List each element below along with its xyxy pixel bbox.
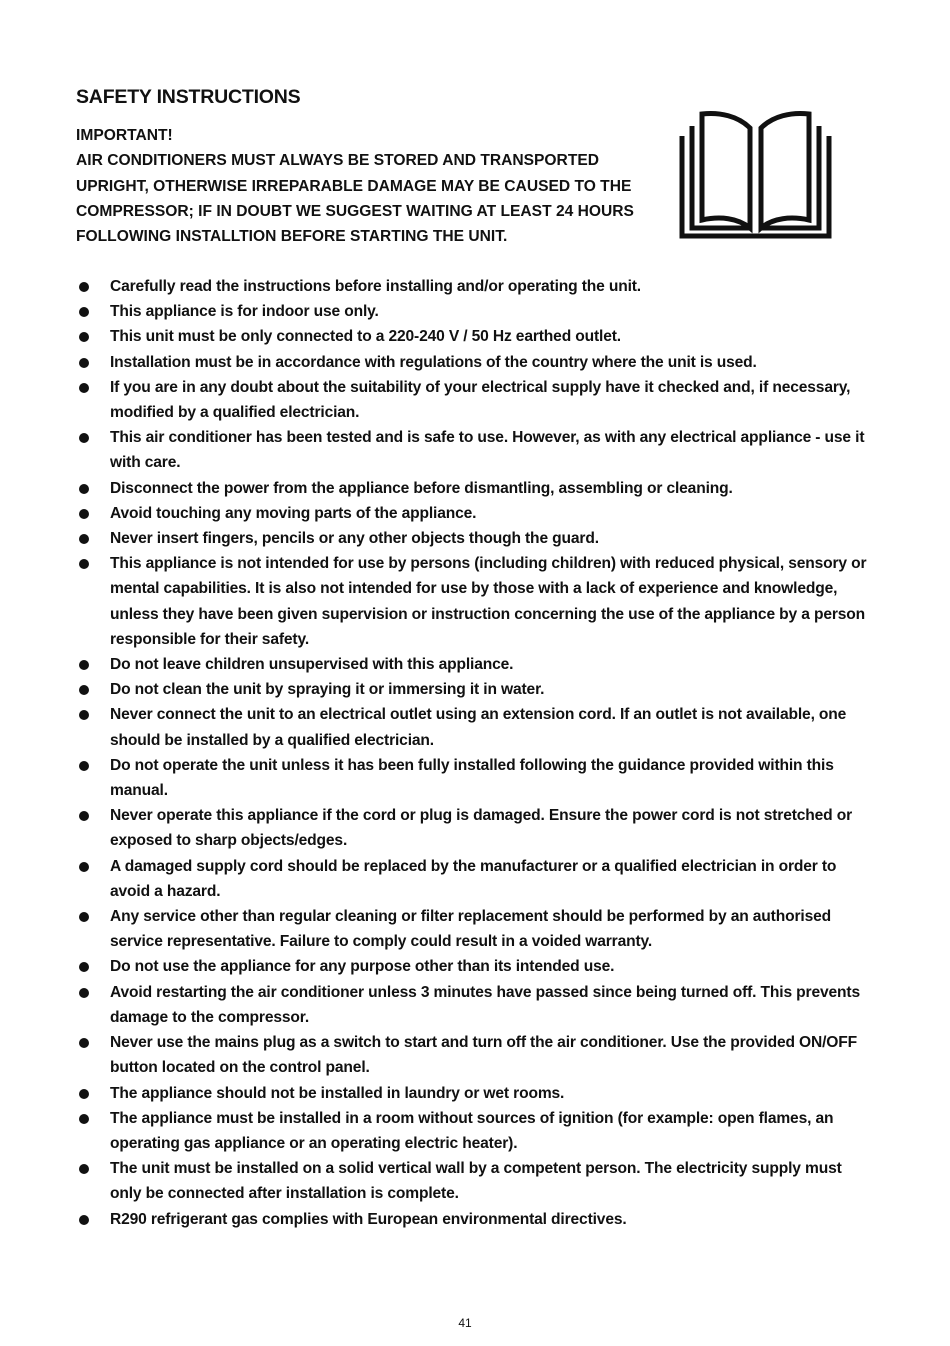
list-item-text: The appliance should not be installed in laundry or wet rooms. — [110, 1084, 565, 1102]
list-item-text: If you are in any doubt about the suitability of your electrical supply have it checked and, if necessary, modified by a qualified electrician. — [110, 378, 851, 422]
page-number: 41 — [458, 1316, 472, 1330]
list-item — [76, 702, 876, 752]
bullet-icon — [79, 862, 89, 872]
list-item-text: Carefully read the instructions before installing and/or operating the unit. — [110, 278, 641, 295]
bullet-icon — [79, 962, 89, 972]
bullet-icon — [79, 383, 89, 393]
bullet-icon — [79, 534, 89, 544]
list-item — [76, 476, 876, 501]
list-item-text: This air conditioner has been tested and is safe to use. However, as with any electrical appliance - use it with care. — [110, 429, 865, 472]
list-item-text: This appliance is not intended for use by persons (including children) with reduced physical, sensory or mental capabilities. It is also not intended for use by those with a lack of experience and knowledge, unless they have been given supervision or instruction concerning the use of the appliance by a person responsible for their safety. — [110, 555, 867, 648]
list-item-text: Never insert fingers, pencils or any other objects though the guard. — [110, 530, 599, 548]
list-item — [76, 1106, 876, 1156]
bullet-icon — [79, 685, 89, 695]
bullet-icon — [79, 660, 89, 670]
bullet-icon — [79, 988, 89, 998]
list-item — [76, 980, 876, 1030]
open-book-icon — [678, 108, 833, 240]
list-item-text: R290 refrigerant gas complies with European environmental directives. — [110, 1210, 627, 1228]
list-item — [76, 677, 876, 702]
important-label: IMPORTANT! — [76, 127, 173, 144]
list-item-text: Do not leave children unsupervised with this appliance. — [110, 656, 514, 674]
bullet-icon — [79, 1089, 89, 1099]
bullet-icon — [79, 912, 89, 922]
important-text: AIR CONDITIONERS MUST ALWAYS BE STORED AND TRANSPORTED UPRIGHT, OTHERWISE IRREPARABLE DAMAGE MAY BE CAUSED TO THE COMPRESSOR; IF IN DOUBT WE SUGGEST WAITING AT LEAST 24 HOURS FOLLOWING INSTALLTION BEFORE STARTING THE UNIT. — [76, 152, 634, 246]
bullet-icon — [79, 559, 89, 569]
list-item — [76, 753, 876, 803]
list-item — [76, 299, 876, 324]
bullet-icon — [79, 1038, 89, 1048]
list-item-text: Avoid touching any moving parts of the appliance. — [110, 504, 477, 522]
bullet-icon — [79, 1114, 89, 1124]
list-item-text: Any service other than regular cleaning or filter replacement should be performed by an authorised service representative. Failure to comply could result in a voided warranty. — [110, 908, 831, 951]
page-title: SAFETY INSTRUCTIONS — [76, 86, 301, 108]
bullet-icon — [79, 1215, 89, 1225]
list-item-text: Never use the mains plug as a switch to start and turn off the air conditioner. Use the provided ON/OFF button located on the control panel. — [110, 1034, 858, 1077]
list-item — [76, 350, 876, 375]
list-item — [76, 501, 876, 526]
bullet-icon — [79, 761, 89, 771]
list-item — [76, 425, 876, 475]
list-item — [76, 854, 876, 904]
list-item-text: Do not clean the unit by spraying it or immersing it in water. — [110, 681, 545, 699]
list-item — [76, 324, 876, 349]
bullet-icon — [79, 710, 89, 720]
list-item-text: This unit must be only connected to a 220-240 V / 50 Hz earthed outlet. — [110, 328, 621, 346]
bullet-icon — [79, 332, 89, 342]
list-item-text: A damaged supply cord should be replaced by the manufacturer or a qualified electrician in order to avoid a hazard. — [110, 857, 837, 900]
list-item-text: Installation must be in accordance with regulations of the country where the unit is used. — [110, 353, 757, 371]
list-item — [76, 904, 876, 954]
bullet-icon — [79, 484, 89, 494]
list-item-text: The appliance must be installed in a room without sources of ignition (for example: open flames, an operating gas appliance or an operating electric heater). — [110, 1109, 834, 1152]
important-notice — [76, 123, 676, 249]
bullet-icon — [79, 811, 89, 821]
bullet-icon — [79, 1164, 89, 1174]
list-item-text: Never connect the unit to an electrical outlet using an extension cord. If an outlet is not available, one should be installed by a qualified electrician. — [110, 706, 847, 749]
list-item — [76, 1081, 876, 1106]
list-item — [76, 1207, 876, 1232]
list-item-text: This appliance is for indoor use only. — [110, 303, 379, 321]
list-item-text: Avoid restarting the air conditioner unless 3 minutes have passed since being turned off. This prevents damage to the compressor. — [110, 983, 860, 1026]
bullet-icon — [79, 433, 89, 443]
list-item — [76, 803, 876, 853]
list-item — [76, 652, 876, 677]
list-item-text: The unit must be installed on a solid vertical wall by a competent person. The electricity supply must only be connected after installation is complete. — [110, 1160, 842, 1203]
list-item-text: Never operate this appliance if the cord or plug is damaged. Ensure the power cord is not stretched or exposed to sharp objects/edges. — [110, 807, 853, 850]
list-item-text: Do not operate the unit unless it has been fully installed following the guidance provided within this manual. — [110, 756, 834, 800]
list-item — [76, 1030, 876, 1080]
bullet-icon — [79, 307, 89, 317]
list-item — [76, 551, 876, 652]
bullet-icon — [79, 282, 89, 292]
list-item-text: Do not use the appliance for any purpose other than its intended use. — [110, 958, 615, 976]
bullet-icon — [79, 358, 89, 368]
safety-instruction-list — [76, 274, 876, 1232]
list-item — [76, 274, 876, 299]
list-item — [76, 1156, 876, 1206]
list-item — [76, 375, 876, 425]
list-item — [76, 954, 876, 979]
list-item-text: Disconnect the power from the appliance before dismantling, assembling or cleaning. — [110, 479, 733, 497]
list-item — [76, 526, 876, 551]
bullet-icon — [79, 509, 89, 519]
